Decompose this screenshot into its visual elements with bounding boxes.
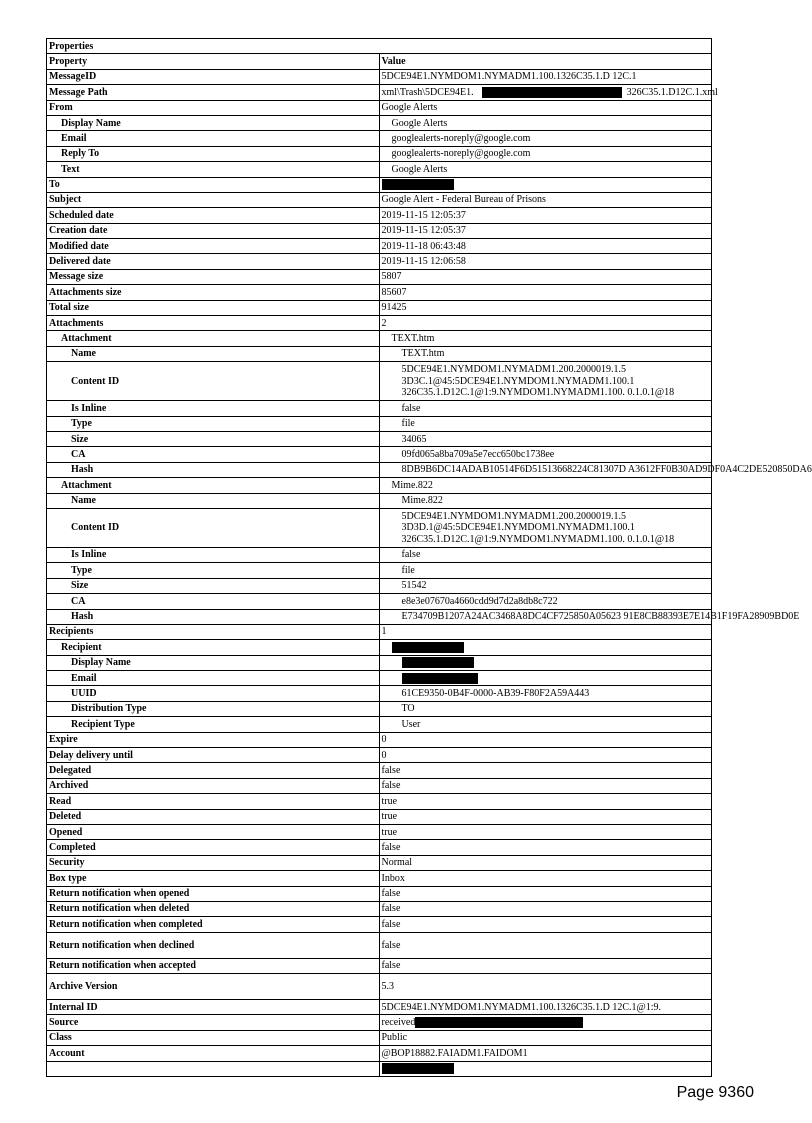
- table-row: [47, 85, 712, 100]
- property-value: TEXT.htm: [379, 346, 712, 361]
- property-name: Return notification when completed: [47, 917, 380, 932]
- property-value: 2019-11-15 12:05:37: [379, 208, 712, 223]
- property-value: @BOP18882.FAIADM1.FAIDOM1: [379, 1046, 712, 1061]
- property-name: Total size: [47, 300, 380, 315]
- table-row: [47, 958, 712, 973]
- table-row: [47, 917, 712, 932]
- property-name: Creation date: [47, 223, 380, 238]
- table-row: [47, 974, 712, 1000]
- property-value: [379, 1015, 712, 1030]
- table-row: [47, 254, 712, 269]
- table-row: [47, 208, 712, 223]
- property-value: 91425: [379, 300, 712, 315]
- property-value: 2019-11-18 06:43:48: [379, 239, 712, 254]
- table-row: [47, 493, 712, 508]
- property-value: Google Alerts: [379, 115, 712, 130]
- property-name: Scheduled date: [47, 208, 380, 223]
- property-value: Public: [379, 1030, 712, 1045]
- property-value: true: [379, 794, 712, 809]
- table-row: [47, 285, 712, 300]
- table-row: [47, 1046, 712, 1061]
- property-name: Return notification when deleted: [47, 901, 380, 916]
- properties-sheet: [46, 38, 812, 1077]
- property-name: CA: [47, 447, 380, 462]
- property-value: file: [379, 563, 712, 578]
- redaction-block: [402, 673, 478, 684]
- property-value: 0: [379, 748, 712, 763]
- property-value: false: [379, 917, 712, 932]
- table-row: [47, 1061, 712, 1076]
- property-name: Attachments: [47, 316, 380, 331]
- property-name: Delegated: [47, 763, 380, 778]
- property-name: Display Name: [47, 115, 380, 130]
- redaction-block: [392, 642, 464, 653]
- table-row: [47, 431, 712, 446]
- property-value: [379, 85, 718, 100]
- table-row: [47, 316, 712, 331]
- property-value: Mime.822: [379, 478, 712, 493]
- property-name: Name: [47, 493, 380, 508]
- property-name: Size: [47, 431, 380, 446]
- property-value: [379, 508, 712, 547]
- property-value: 0: [379, 732, 712, 747]
- property-name: Security: [47, 855, 380, 870]
- property-value: 5.3: [379, 974, 712, 1000]
- table-row: [47, 732, 712, 747]
- property-value: 1: [379, 624, 712, 639]
- property-name: Type: [47, 563, 380, 578]
- property-name: Attachment: [47, 478, 380, 493]
- property-value: false: [379, 547, 712, 562]
- property-name: Hash: [47, 609, 380, 624]
- table-row: [47, 840, 712, 855]
- table-row: [47, 563, 712, 578]
- table-row: [47, 177, 712, 192]
- table-row: [47, 131, 712, 146]
- property-name: Archived: [47, 778, 380, 793]
- table-row: [47, 717, 712, 732]
- property-name: To: [47, 177, 380, 192]
- table-row: [47, 508, 712, 547]
- table-row: [47, 269, 712, 284]
- table-row: [47, 594, 712, 609]
- property-value: false: [379, 840, 712, 855]
- property-name: Hash: [47, 462, 380, 477]
- property-name: Reply To: [47, 146, 380, 161]
- table-row: [47, 701, 712, 716]
- table-row: [47, 239, 712, 254]
- property-name: Return notification when accepted: [47, 958, 380, 973]
- property-name: Archive Version: [47, 974, 380, 1000]
- property-value: 09fd065a8ba709a5e7ecc650bc1738ee: [379, 447, 712, 462]
- property-name: Box type: [47, 871, 380, 886]
- message-path-start: xml\Trash\5DCE94E1.: [381, 86, 474, 98]
- property-value: 2: [379, 316, 712, 331]
- property-name: Attachments size: [47, 285, 380, 300]
- property-name: UUID: [47, 686, 380, 701]
- table-row: [47, 794, 712, 809]
- property-name: Recipients: [47, 624, 380, 639]
- property-value: 34065: [379, 431, 712, 446]
- properties-table: [46, 38, 812, 1077]
- table-row: [47, 778, 712, 793]
- content-id-line: 326C35.1.D12C.1@1:9.NYMDOM1.NYMADM1.100. 0.1.0.1@18: [401, 533, 675, 545]
- table-row: [47, 624, 712, 639]
- property-value: false: [379, 932, 712, 958]
- property-name: From: [47, 100, 380, 115]
- property-value: 2019-11-15 12:05:37: [379, 223, 712, 238]
- property-name: Text: [47, 162, 380, 177]
- table-row: [47, 886, 712, 901]
- table-row: [47, 671, 712, 686]
- property-name: Opened: [47, 824, 380, 839]
- property-name: Content ID: [47, 362, 380, 401]
- table-row: [47, 809, 712, 824]
- property-name: Subject: [47, 192, 380, 207]
- property-value: false: [379, 901, 712, 916]
- content-id-line: 5DCE94E1.NYMDOM1.NYMADM1.200.2000019.1.5: [401, 364, 626, 376]
- table-row: [47, 401, 712, 416]
- page-number: Page 9360: [676, 1084, 754, 1101]
- property-value: [379, 177, 712, 192]
- property-value: TO: [379, 701, 712, 716]
- property-value: false: [379, 958, 712, 973]
- property-name: Attachment: [47, 331, 380, 346]
- table-row: [47, 824, 712, 839]
- property-name: Is Inline: [47, 547, 380, 562]
- property-name: Size: [47, 578, 380, 593]
- table-row: [47, 300, 712, 315]
- table-row: [47, 855, 712, 870]
- property-name: Name: [47, 346, 380, 361]
- redaction-block: [382, 179, 454, 190]
- property-value: TEXT.htm: [379, 331, 712, 346]
- property-name: [47, 1061, 380, 1076]
- property-name: Message size: [47, 269, 380, 284]
- property-name: Return notification when opened: [47, 886, 380, 901]
- property-value: User: [379, 717, 712, 732]
- table-row: [47, 763, 712, 778]
- table-row: [47, 115, 712, 130]
- column-header-value: Value: [379, 54, 712, 69]
- table-row: [47, 331, 712, 346]
- table-row: [47, 609, 712, 624]
- property-value: 8DB9B6DC14ADAB10514F6D51513668224C81307D A3612FF0B30AD9DF0A4C2DE520850DA6: [379, 462, 712, 477]
- property-value: googlealerts-noreply@google.com: [379, 131, 712, 146]
- table-row: [47, 640, 712, 655]
- content-id-line: 326C35.1.D12C.1@1:9.NYMDOM1.NYMADM1.100. 0.1.0.1@18: [401, 386, 675, 398]
- property-name: Type: [47, 416, 380, 431]
- table-row: [47, 100, 712, 115]
- property-name: Recipient: [47, 640, 380, 655]
- property-value: E734709B1207A24AC3468A8DC4CF725850A05623 91E8CB88393E7E14B1F19FA28909BD0E: [379, 609, 712, 624]
- property-name: Read: [47, 794, 380, 809]
- title-row: [47, 39, 712, 54]
- property-name: Is Inline: [47, 401, 380, 416]
- property-value: [379, 655, 712, 670]
- property-name: Display Name: [47, 655, 380, 670]
- table-row: [47, 362, 712, 401]
- property-name: Source: [47, 1015, 380, 1030]
- redaction-block: [482, 87, 622, 98]
- property-value: 5807: [379, 269, 712, 284]
- message-path-end: 326C35.1.D12C.1.xml: [626, 86, 718, 98]
- redaction-block: [382, 1063, 454, 1074]
- property-name: Modified date: [47, 239, 380, 254]
- table-row: [47, 686, 712, 701]
- table-row: [47, 1015, 712, 1030]
- table-row: [47, 146, 712, 161]
- internal-id-start: received: [381, 1017, 416, 1029]
- property-value: 5DCE94E1.NYMDOM1.NYMADM1.100.1326C35.1.D 12C.1: [379, 69, 712, 84]
- property-name: Distribution Type: [47, 701, 380, 716]
- property-name: Account: [47, 1046, 380, 1061]
- property-value: false: [379, 886, 712, 901]
- property-value: [379, 640, 712, 655]
- property-name: Completed: [47, 840, 380, 855]
- table-row: [47, 547, 712, 562]
- property-value: false: [379, 763, 712, 778]
- property-value: Google Alert - Federal Bureau of Prisons: [379, 192, 712, 207]
- table-row: [47, 69, 712, 84]
- table-row: [47, 416, 712, 431]
- property-value: Inbox: [379, 871, 712, 886]
- property-name: Return notification when declined: [47, 932, 380, 958]
- property-value: file: [379, 416, 712, 431]
- table-row: [47, 748, 712, 763]
- table-row: [47, 192, 712, 207]
- property-value: 51542: [379, 578, 712, 593]
- property-value: Normal: [379, 855, 712, 870]
- property-value: false: [379, 778, 712, 793]
- property-name: Internal ID: [47, 1000, 380, 1015]
- header-row: [47, 54, 712, 69]
- property-value: [379, 671, 712, 686]
- table-row: [47, 1000, 712, 1015]
- content-id-line: 3D3C.1@45:5DCE94E1.NYMDOM1.NYMADM1.100.1: [401, 375, 635, 387]
- table-row: [47, 346, 712, 361]
- table-title: Properties: [47, 39, 712, 54]
- property-name: MessageID: [47, 69, 380, 84]
- property-name: Email: [47, 131, 380, 146]
- property-value: [379, 1061, 712, 1076]
- property-value: 2019-11-15 12:06:58: [379, 254, 712, 269]
- property-name: Delay delivery until: [47, 748, 380, 763]
- property-name: CA: [47, 594, 380, 609]
- table-row: [47, 901, 712, 916]
- property-value: e8e3e07670a4660cdd9d7d2a8db8c722: [379, 594, 712, 609]
- property-value: googlealerts-noreply@google.com: [379, 146, 712, 161]
- table-row: [47, 462, 712, 477]
- property-value: true: [379, 824, 712, 839]
- property-value: Google Alerts: [379, 162, 712, 177]
- property-value: [379, 362, 712, 401]
- redaction-block: [402, 657, 474, 668]
- property-value: Mime.822: [379, 493, 712, 508]
- table-row: [47, 871, 712, 886]
- property-name: Deleted: [47, 809, 380, 824]
- property-name: Expire: [47, 732, 380, 747]
- property-value: 61CE9350-0B4F-0000-AB39-F80F2A59A443: [379, 686, 712, 701]
- property-name: Message Path: [47, 85, 380, 100]
- property-name: Content ID: [47, 508, 380, 547]
- table-row: [47, 578, 712, 593]
- table-row: [47, 478, 712, 493]
- property-value: 85607: [379, 285, 712, 300]
- table-row: [47, 1030, 712, 1045]
- property-name: Recipient Type: [47, 717, 380, 732]
- property-value: 5DCE94E1.NYMDOM1.NYMADM1.100.1326C35.1.D 12C.1@1:9.: [379, 1000, 712, 1015]
- table-row: [47, 162, 712, 177]
- content-id-line: 5DCE94E1.NYMDOM1.NYMADM1.200.2000019.1.5: [401, 510, 626, 522]
- table-row: [47, 932, 712, 958]
- property-name: Email: [47, 671, 380, 686]
- property-value: false: [379, 401, 712, 416]
- property-value: Google Alerts: [379, 100, 712, 115]
- table-row: [47, 447, 712, 462]
- property-name: Delivered date: [47, 254, 380, 269]
- column-header-property: Property: [47, 54, 380, 69]
- redaction-block: [415, 1017, 583, 1028]
- property-name: Class: [47, 1030, 380, 1045]
- table-row: [47, 655, 712, 670]
- content-id-line: 3D3D.1@45:5DCE94E1.NYMDOM1.NYMADM1.100.1: [401, 522, 635, 534]
- table-row: [47, 223, 712, 238]
- property-value: true: [379, 809, 712, 824]
